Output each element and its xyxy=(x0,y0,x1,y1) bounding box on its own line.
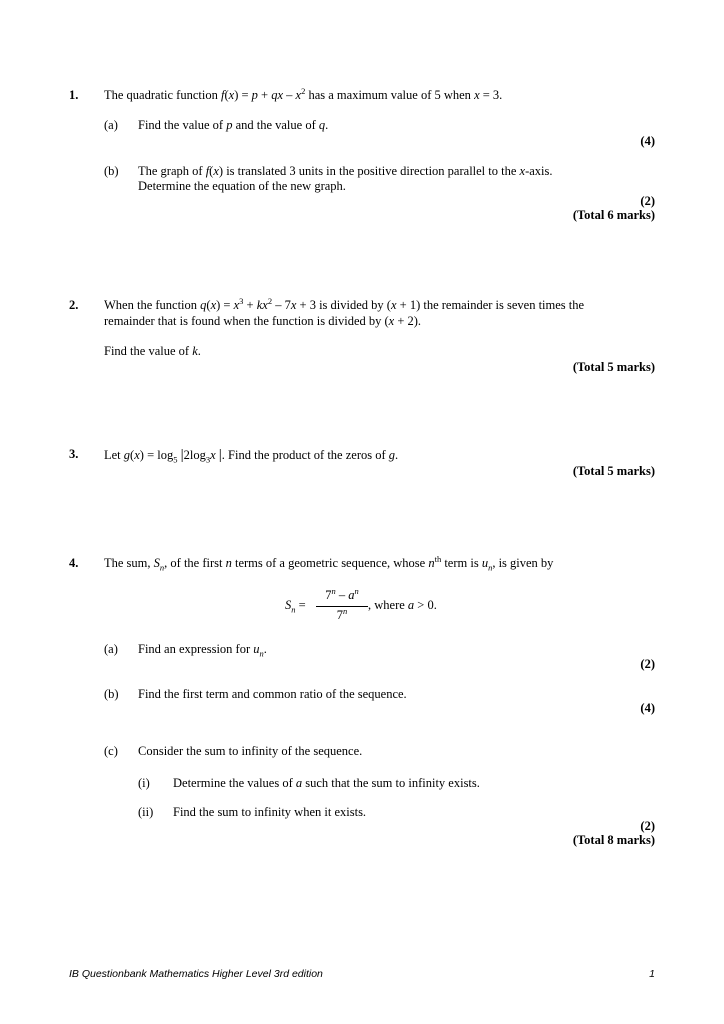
q1-part-b-text-line2: Determine the equation of the new graph. xyxy=(138,179,346,193)
question-1-number: 1. xyxy=(69,88,79,102)
q1-part-b-text-line1: The graph of f(x) is translated 3 units in the positive direction parallel to the x-axis. xyxy=(138,164,553,178)
formula-lhs: $S_n$ = xyxy=(285,598,306,615)
q4-part-b-label: (b) xyxy=(104,687,119,701)
q1-part-b-marks: (2) xyxy=(640,194,655,208)
q1-part-a-label: (a) xyxy=(104,118,118,132)
formula-denominator: 7$^n$ xyxy=(336,605,348,622)
q1-part-a-text: Find the value of p and the value of q. xyxy=(138,118,329,132)
question-3-stem: Let $g(x) = \log_5 |2\log_3x$ |. Find the product of the zeros of g. xyxy=(104,447,399,465)
q4-part-a-marks: (2) xyxy=(640,657,655,671)
question-3-number: 3. xyxy=(69,447,79,461)
q4-part-c-label: (c) xyxy=(104,744,118,758)
q1-total-marks: (Total 6 marks) xyxy=(572,208,655,222)
q4-part-c-text: Consider the sum to infinity of the sequence. xyxy=(138,744,363,758)
question-2-stem-line2: remainder that is found when the function is divided by (x + 2). xyxy=(104,314,422,328)
question-4-number: 4. xyxy=(69,556,79,570)
question-2-stem-line1: When the function $q(x) = x^3 + kx^2 - 7x + 3$ is divided by (x + 1) the remainder is seven times the xyxy=(104,295,585,312)
q4-part-c-i-label: (i) xyxy=(138,776,150,790)
q3-total-marks: (Total 5 marks) xyxy=(572,464,655,478)
q4-part-c-ii-text: Find the sum to infinity when it exists. xyxy=(173,805,367,819)
question-2-number: 2. xyxy=(69,298,79,312)
q1-part-b-label: (b) xyxy=(104,164,119,178)
footer-page-number: 1 xyxy=(649,968,655,980)
formula-numerator: $7^n - a^n$ xyxy=(325,585,359,602)
q4-part-c-i-text: Determine the values of a such that the sum to infinity exists. xyxy=(173,776,480,790)
question-2-instruction: Find the value of k. xyxy=(104,344,201,358)
question-4-stem: The sum, $S_n$, of the first n terms of a geometric sequence, whose $n^{th}$ term is $u_n$, is given by xyxy=(104,553,554,573)
q4-part-a-label: (a) xyxy=(104,642,118,656)
q4-part-b-marks: (4) xyxy=(640,701,655,715)
q4-part-c-marks: (2) xyxy=(640,819,655,833)
formula-condition: , where a > 0. xyxy=(368,598,437,612)
q1-part-a-marks: (4) xyxy=(640,134,655,148)
q4-total-marks: (Total 8 marks) xyxy=(572,833,655,847)
q4-part-c-ii-label: (ii) xyxy=(138,805,154,819)
footer-source: IB Questionbank Mathematics Higher Level 3rd edition xyxy=(69,968,323,980)
q2-total-marks: (Total 5 marks) xyxy=(572,360,655,374)
formula-fraction-line xyxy=(316,606,368,607)
q4-part-b-text: Find the first term and common ratio of the sequence. xyxy=(138,687,407,701)
question-1-stem: The quadratic function f(x) = p + qx – $x^2$ has a maximum value of 5 when x = 3. xyxy=(104,85,503,102)
q4-part-a-text: Find an expression for $u_n$. xyxy=(138,642,267,659)
